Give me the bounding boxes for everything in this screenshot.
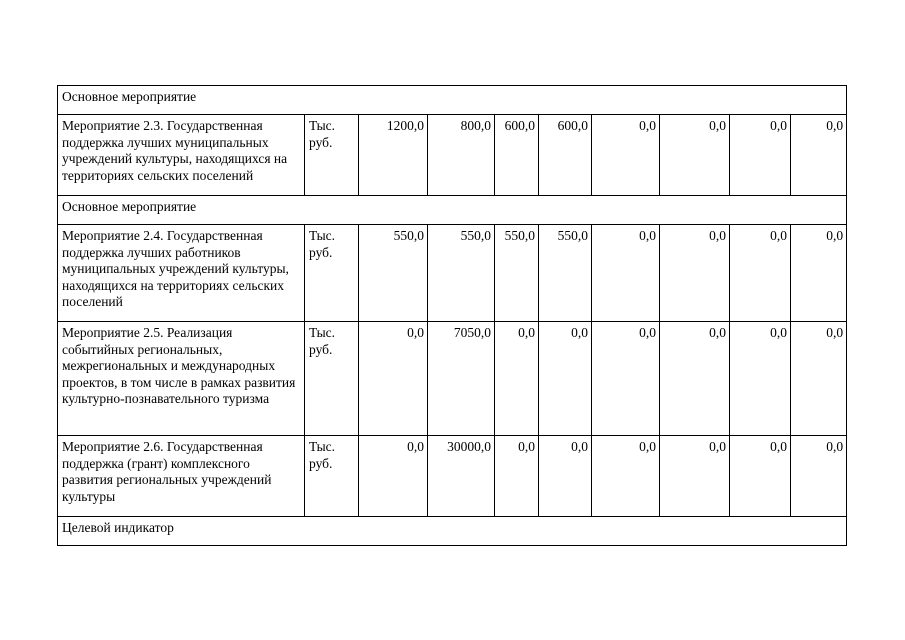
value-cell: 7050,0 xyxy=(428,322,495,436)
event-name-cell: Мероприятие 2.5. Реализация событийных региональных, межрегиональных и международных проектов, в том числе в рамках развития культурно-познавательного туризма xyxy=(58,322,305,436)
section-row-main-event xyxy=(58,196,847,225)
event-name-cell: Мероприятие 2.3. Государственная поддержка лучших муниципальных учреждений культуры, находящихся на территориях сельских поселений xyxy=(58,115,305,196)
value-cell: 0,0 xyxy=(592,225,660,322)
unit-cell: Тыс. руб. xyxy=(305,115,359,196)
value-cell: 0,0 xyxy=(359,322,428,436)
value-cell: 0,0 xyxy=(495,436,539,517)
table-row xyxy=(58,322,847,436)
section-row-main-event xyxy=(58,86,847,115)
event-name-cell: Мероприятие 2.4. Государственная поддержка лучших работников муниципальных учреждений культуры, находящихся на территориях сельских поселений xyxy=(58,225,305,322)
value-cell: 550,0 xyxy=(428,225,495,322)
value-cell: 0,0 xyxy=(495,322,539,436)
value-cell: 0,0 xyxy=(791,436,847,517)
value-cell: 0,0 xyxy=(660,436,730,517)
value-cell: 0,0 xyxy=(791,322,847,436)
value-cell: 0,0 xyxy=(730,225,791,322)
value-cell: 30000,0 xyxy=(428,436,495,517)
unit-cell: Тыс. руб. xyxy=(305,322,359,436)
value-cell: 0,0 xyxy=(791,115,847,196)
value-cell: 550,0 xyxy=(539,225,592,322)
table-row xyxy=(58,225,847,322)
value-cell: 600,0 xyxy=(495,115,539,196)
value-cell: 0,0 xyxy=(592,436,660,517)
unit-cell: Тыс. руб. xyxy=(305,436,359,517)
value-cell: 1200,0 xyxy=(359,115,428,196)
program-table xyxy=(57,85,847,546)
value-cell: 0,0 xyxy=(660,115,730,196)
section-label: Основное мероприятие xyxy=(58,196,847,225)
value-cell: 550,0 xyxy=(495,225,539,322)
table-row xyxy=(58,115,847,196)
event-name-cell: Мероприятие 2.6. Государственная поддержка (грант) комплексного развития региональных учреждений культуры xyxy=(58,436,305,517)
value-cell: 600,0 xyxy=(539,115,592,196)
section-row-target-indicator xyxy=(58,517,847,546)
value-cell: 0,0 xyxy=(791,225,847,322)
value-cell: 0,0 xyxy=(730,322,791,436)
section-label: Целевой индикатор xyxy=(58,517,847,546)
unit-cell: Тыс. руб. xyxy=(305,225,359,322)
section-label: Основное мероприятие xyxy=(58,86,847,115)
value-cell: 0,0 xyxy=(730,115,791,196)
value-cell: 0,0 xyxy=(660,322,730,436)
value-cell: 0,0 xyxy=(539,322,592,436)
value-cell: 0,0 xyxy=(359,436,428,517)
value-cell: 550,0 xyxy=(359,225,428,322)
value-cell: 800,0 xyxy=(428,115,495,196)
value-cell: 0,0 xyxy=(539,436,592,517)
value-cell: 0,0 xyxy=(730,436,791,517)
table-row xyxy=(58,436,847,517)
value-cell: 0,0 xyxy=(592,322,660,436)
value-cell: 0,0 xyxy=(592,115,660,196)
value-cell: 0,0 xyxy=(660,225,730,322)
